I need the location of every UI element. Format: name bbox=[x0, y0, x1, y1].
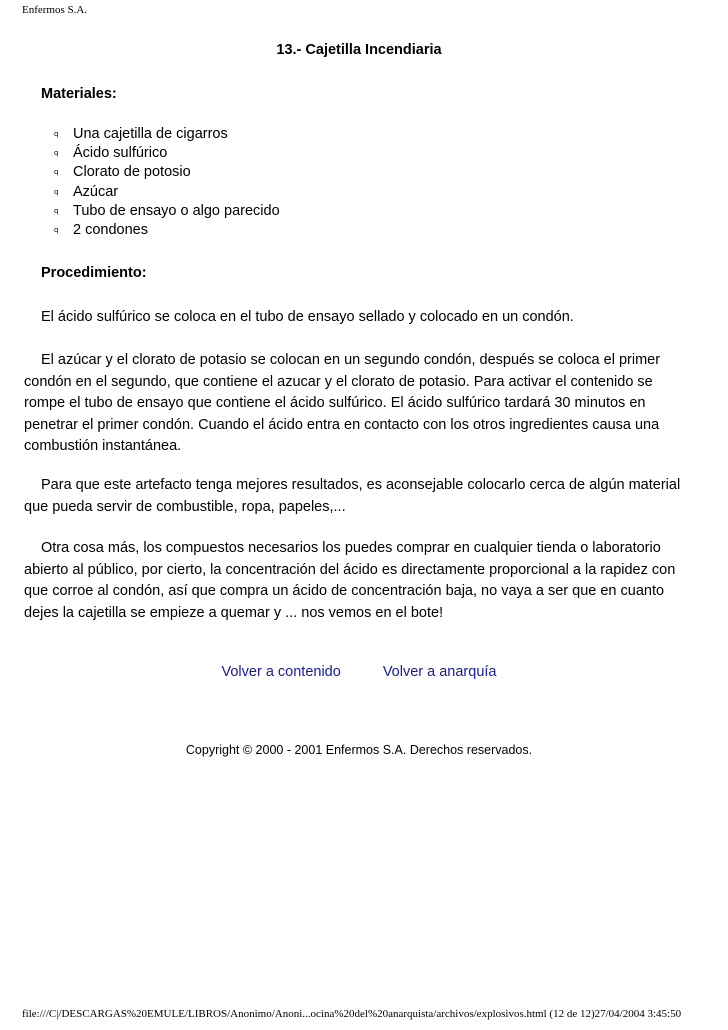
copyright-notice: Copyright © 2000 - 2001 Enfermos S.A. Derechos reservados. bbox=[185, 743, 533, 757]
back-to-anarquia-link[interactable]: Volver a anarquía bbox=[382, 664, 497, 680]
notes-paragraph: Otra cosa más, los compuestos necesarios los puedes comprar en cualquier tienda o laboratorio abierto al público, por cierto, la concentración del ácido es directamente proporcional a la rapidez con que corroe al condón, así que compra un ácido de concentración baja, no vaya a ser que en cuanto dejes la cajetilla se empieze a quemar y ... nos vemos en el bote! bbox=[24, 540, 676, 621]
bullet-icon: q bbox=[54, 206, 59, 215]
print-footer-file-path: file:///C|/DESCARGAS%20EMULE/LIBROS/Anonimo/Anoni...ocina%20del%20anarquista/archivos/explosivos.html (12 de 12)27/04/2004 3:45:50 bbox=[22, 1008, 682, 1020]
procedure-heading: Procedimiento: bbox=[41, 265, 147, 281]
list-item bbox=[54, 221, 280, 240]
material-label: Una cajetilla de cigarros bbox=[73, 126, 228, 142]
bullet-icon: q bbox=[54, 130, 59, 139]
bullet-icon: q bbox=[54, 168, 59, 177]
material-label: Clorato de potosio bbox=[73, 164, 191, 181]
list-item bbox=[54, 125, 280, 144]
back-to-contents-link[interactable]: Volver a contenido bbox=[221, 664, 341, 680]
materials-heading: Materiales: bbox=[41, 86, 117, 102]
print-header-site-name: Enfermos S.A. bbox=[22, 4, 88, 16]
bullet-icon: q bbox=[54, 187, 59, 196]
list-item bbox=[54, 163, 280, 182]
materials-list bbox=[54, 125, 280, 240]
bullet-icon: q bbox=[54, 226, 59, 235]
material-label: 2 condones bbox=[73, 221, 148, 238]
material-label: Tubo de ensayo o algo parecido bbox=[73, 202, 280, 219]
procedure-paragraph: El ácido sulfúrico se coloca en el tubo de ensayo sellado y colocado en un condón. bbox=[41, 309, 574, 325]
navigation-links bbox=[24, 662, 694, 684]
list-item bbox=[54, 144, 280, 163]
material-label: Ácido sulfúrico bbox=[73, 145, 168, 162]
list-item bbox=[54, 202, 280, 221]
list-item bbox=[54, 183, 280, 202]
procedure-paragraph: El azúcar y el clorato de potasio se colocan en un segundo condón, después se coloca el primer condón en el segundo, que contiene el azucar y el clorato de potasio. Para activar el contenido se rompe el tubo de ensayo que contiene el ácido sulfúrico. El ácido sulfúrico tardará 30 minutos en penetrar el primer condón. Cuando el ácido entra en contacto con los otros ingredientes causa una combustión instantánea. bbox=[24, 352, 661, 454]
page-title: 13.- Cajetilla Incendiaria bbox=[276, 42, 442, 58]
bullet-icon: q bbox=[54, 149, 59, 158]
material-label: Azúcar bbox=[73, 183, 119, 200]
tips-paragraph: Para que este artefacto tenga mejores resultados, es aconsejable colocarlo cerca de algún material que pueda servir de combustible, ropa, papeles,... bbox=[24, 477, 681, 515]
